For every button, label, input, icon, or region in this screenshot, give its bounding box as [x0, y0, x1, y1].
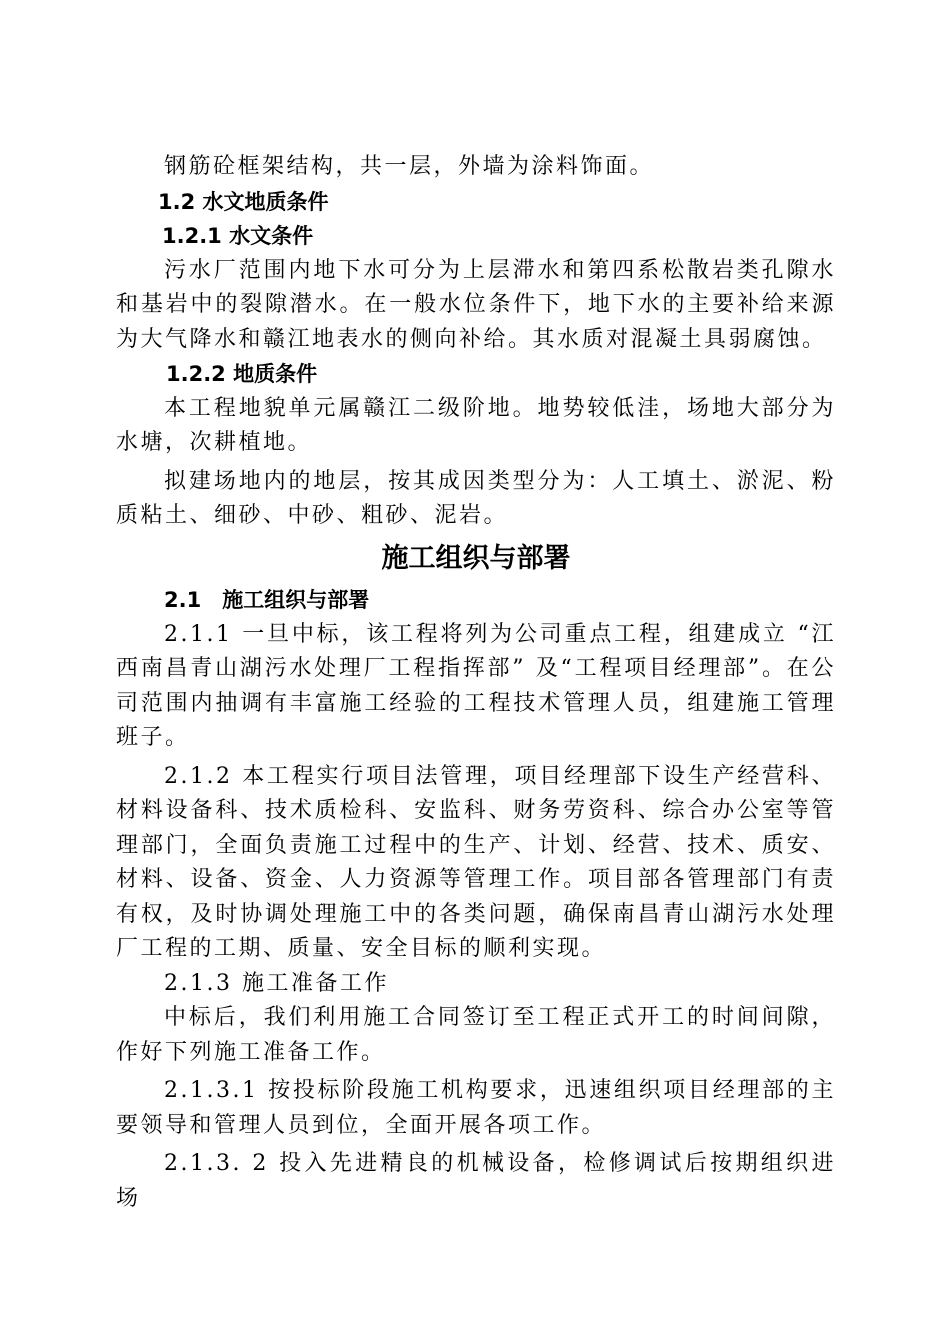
paragraph-groundwater: 污水厂范围内地下水可分为上层滞水和第四系松散岩类孔隙水和基岩中的裂隙潜水。在一般水位条件下，地下水的主要补给来源为大气降水和赣江地表水的侧向补给。其水质对混凝土具弱腐蚀。: [116, 257, 836, 352]
paragraph-2-1-2: 2.1.2 本工程实行项目法管理，项目经理部下设生产经营科、材料设备科、技术质检科、安监科、财务劳资科、综合办公室等管理部门，全面负责施工过程中的生产、计划、经营、技术、质安、材料、设备、资金、人力资源等管理工作。项目部各管理部门有责有权，及时协调处理施工中的各类问题，确保南昌青山湖污水处理厂工程的工期、质量、安全目标的顺利实现。: [116, 763, 836, 961]
paragraph-landform: 本工程地貌单元属赣江二级阶地。地势较低洼，场地大部分为水塘，次耕植地。: [116, 395, 836, 455]
heading-organization: 2.1 施工组织与部署: [164, 587, 370, 612]
section-title: 施工组织与部署: [381, 542, 571, 574]
heading-hydrogeology: 1.2 水文地质条件: [158, 189, 329, 214]
paragraph-2-1-3-1: 2.1.3.1 按投标阶段施工机构要求，迅速组织项目经理部的主要领导和管理人员到位，全面开展各项工作。: [116, 1078, 836, 1138]
paragraph-strata: 拟建场地内的地层，按其成因类型分为：人工填土、淤泥、粉质粘土、细砂、中砂、粗砂、泥岩。: [116, 468, 836, 528]
heading-geology: 1.2.2 地质条件: [166, 362, 318, 386]
paragraph-2-1-3: 2.1.3 施工准备工作: [164, 970, 389, 996]
paragraph-structure: 钢筋砼框架结构，共一层，外墙为涂料饰面。: [164, 154, 655, 179]
paragraph-2-1-3-2: 2.1.3. 2 投入先进精良的机械设备，检修调试后按期组织进场: [116, 1151, 836, 1211]
paragraph-2-1-1: 2.1.1 一旦中标，该工程将列为公司重点工程，组建成立 “江西南昌青山湖污水处理厂工程指挥部” 及“工程项目经理部”。在公司范围内抽调有丰富施工经验的工程技术管理人员，组建施工管理班子。: [116, 621, 836, 750]
document-page: [116, 150, 836, 1216]
paragraph-preparation: 中标后，我们利用施工合同签订至工程正式开工的时间间隙，作好下列施工准备工作。: [116, 1005, 836, 1065]
heading-hydrology: 1.2.1 水文条件: [162, 224, 314, 248]
